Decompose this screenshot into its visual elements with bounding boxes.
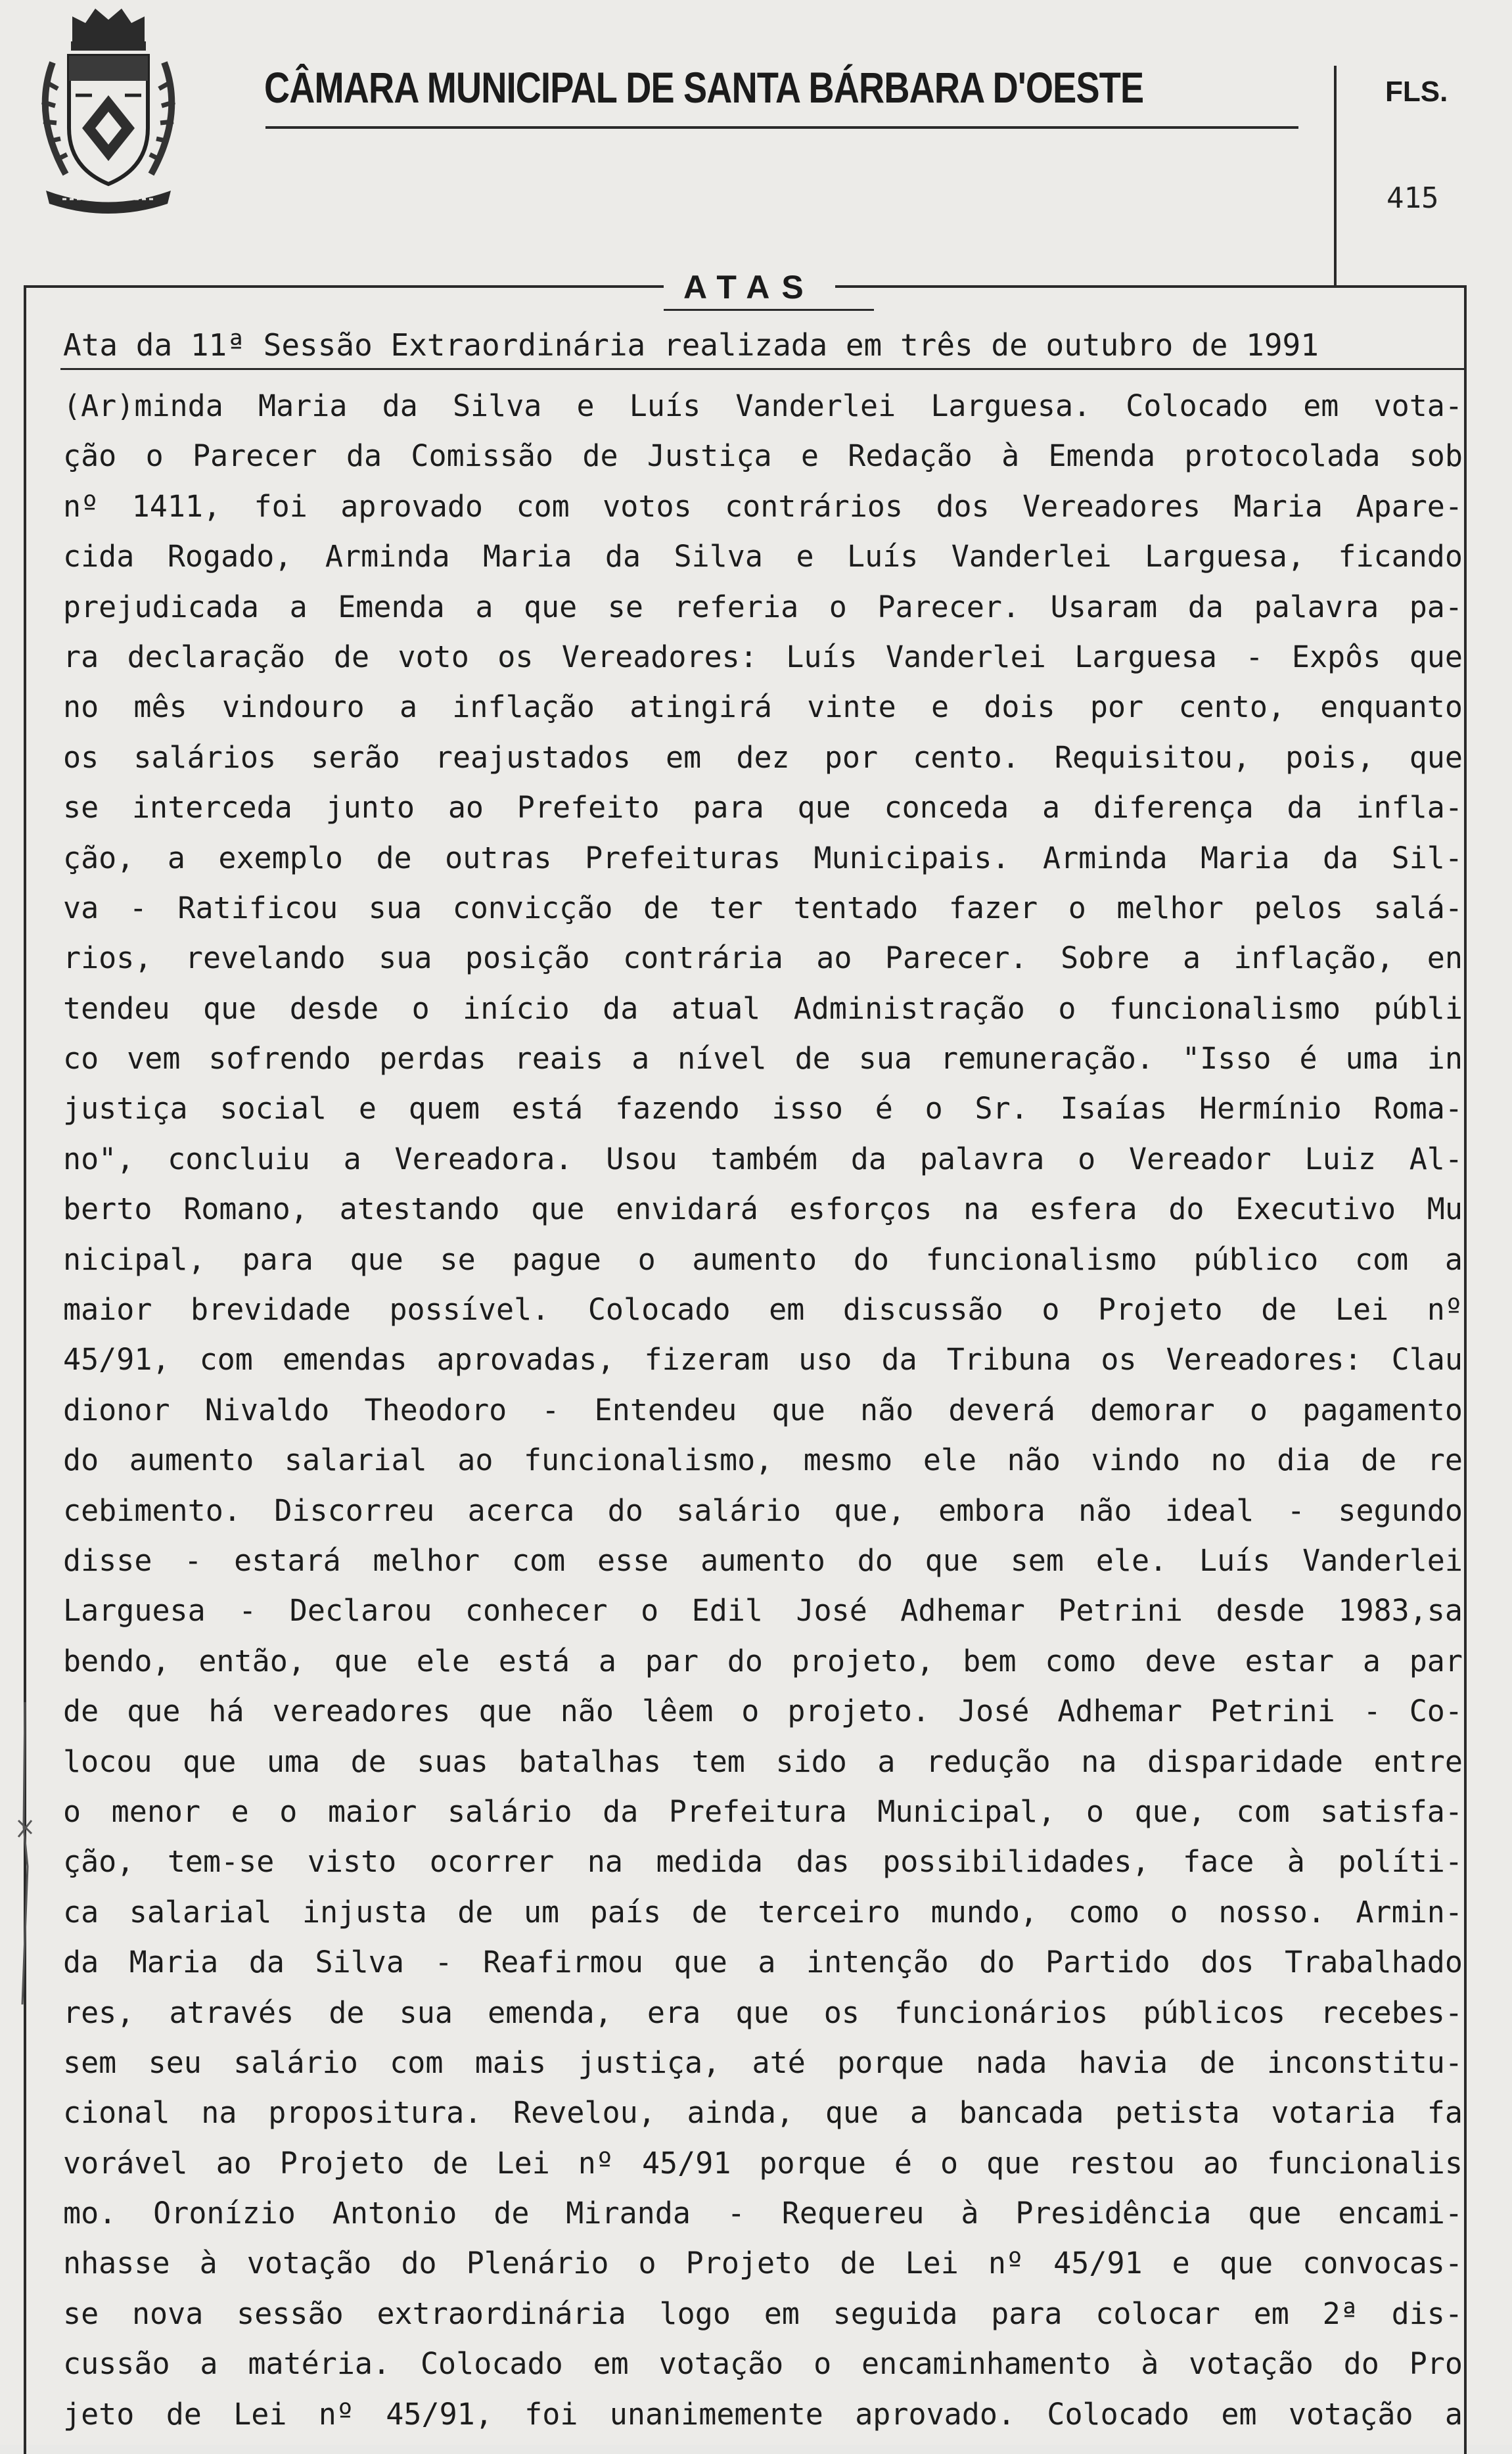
municipal-coat-of-arms xyxy=(26,3,191,220)
section-heading-underline xyxy=(664,309,874,311)
folio-number: 415 xyxy=(1386,181,1439,215)
text-line: tendeu que desde o início da atual Administração o funcionalismo públi xyxy=(63,990,1463,1026)
text-line: o menor e o maior salário da Prefeitura Municipal, o que, com satisfa- xyxy=(63,1794,1463,1829)
text-line: sem seu salário com mais justiça, até porque nada havia de inconstitu- xyxy=(63,2045,1463,2080)
text-line: 45/91, com emendas aprovadas, fizeram uso da Tribuna os Vereadores: Clau xyxy=(63,1342,1463,1377)
text-line: mo. Oronízio Antonio de Miranda - Requereu à Presidência que encami- xyxy=(63,2196,1463,2231)
text-line: justiça social e quem está fazendo isso é o Sr. Isaías Hermínio Roma- xyxy=(63,1091,1463,1126)
text-line: ção o Parecer da Comissão de Justiça e Redação à Emenda protocolada sob xyxy=(63,438,1463,474)
text-line: de que há vereadores que não lêem o projeto. José Adhemar Petrini - Co- xyxy=(63,1694,1463,1729)
margin-pencil-mark xyxy=(5,1696,45,2004)
text-line: (Ar)minda Maria da Silva e Luís Vanderlei Larguesa. Colocado em vota- xyxy=(63,388,1463,423)
text-line: Larguesa - Declarou conhecer o Edil José Adhemar Petrini desde 1983,sa xyxy=(63,1593,1463,1629)
text-line: da Maria da Silva - Reafirmou que a intenção do Partido dos Trabalhado xyxy=(63,1945,1463,1980)
text-line: va - Ratificou sua convicção de ter tentado fazer o melhor pelos salá- xyxy=(63,890,1463,925)
text-line: nhasse à votação do Plenário o Projeto de Lei nº 45/91 e que convocas- xyxy=(63,2246,1463,2281)
text-line: cida Rogado, Arminda Maria da Silva e Luís Vanderlei Larguesa, ficando xyxy=(63,539,1463,574)
text-line: ção, tem-se visto ocorrer na medida das possibilidades, face à políti- xyxy=(63,1844,1463,1880)
text-line: ção, a exemplo de outras Prefeituras Municipais. Arminda Maria da Sil- xyxy=(63,840,1463,875)
text-line: locou que uma de suas batalhas tem sido a redução na disparidade entre xyxy=(63,1744,1463,1779)
title-underline xyxy=(265,126,1298,129)
minutes-title: Ata da 11ª Sessão Extraordinária realizada em três de outubro de 1991 xyxy=(63,327,1319,363)
folio-label: FLS. xyxy=(1385,76,1448,108)
text-line: os salários serão reajustados em dez por cento. Requisitou, pois, que xyxy=(63,739,1463,775)
text-line: nº 1411, foi aprovado com votos contrários dos Vereadores Maria Apare- xyxy=(63,488,1463,524)
section-heading: ATAS xyxy=(664,268,835,306)
text-line: res, através de sua emenda, era que os funcionários públicos recebes- xyxy=(63,1995,1463,2030)
text-line: ra declaração de voto os Vereadores: Luís Vanderlei Larguesa - Expôs que xyxy=(63,639,1463,674)
text-line: rios, revelando sua posição contrária ao Parecer. Sobre a inflação, en xyxy=(63,940,1463,976)
minutes-title-rule xyxy=(60,368,1465,370)
text-line: cebimento. Discorreu acerca do salário que, embora não ideal - segundo xyxy=(63,1493,1463,1528)
text-line: no", concluiu a Vereadora. Usou também da palavra o Vereador Luiz Al- xyxy=(63,1141,1463,1176)
text-line: maior brevidade possível. Colocado em discussão o Projeto de Lei nº xyxy=(63,1292,1463,1328)
text-line: no mês vindouro a inflação atingirá vinte e dois por cento, enquanto xyxy=(63,689,1463,725)
text-line: do aumento salarial ao funcionalismo, mesmo ele não vindo no dia de re xyxy=(63,1443,1463,1478)
text-line: se nova sessão extraordinária logo em seguida para colocar em 2ª dis- xyxy=(63,2296,1463,2331)
text-line: cional na propositura. Revelou, ainda, que a bancada petista votaria fa xyxy=(63,2095,1463,2131)
text-line: cussão a matéria. Colocado em votação o encaminhamento à votação do Pro xyxy=(63,2346,1463,2382)
text-line: ca salarial injusta de um país de terceiro mundo, como o nosso. Armin- xyxy=(63,1894,1463,1930)
minutes-body xyxy=(63,381,1469,2440)
text-line: jeto de Lei nº 45/91, foi unanimemente aprovado. Colocado em votação a xyxy=(63,2396,1463,2432)
text-line: disse - estará melhor com esse aumento do que sem ele. Luís Vanderlei xyxy=(63,1542,1463,1578)
text-line: vorável ao Projeto de Lei nº 45/91 porque é o que restou ao funcionalis xyxy=(63,2145,1463,2181)
text-line: berto Romano, atestando que envidará esforços na esfera do Executivo Mu xyxy=(63,1192,1463,1227)
text-line: nicipal, para que se pague o aumento do funcionalismo público com a xyxy=(63,1241,1463,1277)
text-line: bendo, então, que ele está a par do projeto, bem como deve estar a par xyxy=(63,1643,1463,1678)
header-vertical-divider xyxy=(1334,66,1337,288)
text-line: se interceda junto ao Prefeito para que conceda a diferença da infla- xyxy=(63,790,1463,825)
text-line: co vem sofrendo perdas reais a nível de sua remuneração. "Isso é uma in xyxy=(63,1041,1463,1077)
institution-title: CÂMARA MUNICIPAL DE SANTA BÁRBARA D'OESTE xyxy=(264,63,1144,112)
text-line: prejudicada a Emenda a que se referia o Parecer. Usaram da palavra pa- xyxy=(63,589,1463,624)
text-line: dionor Nivaldo Theodoro - Entendeu que não deverá demorar o pagamento xyxy=(63,1392,1463,1427)
